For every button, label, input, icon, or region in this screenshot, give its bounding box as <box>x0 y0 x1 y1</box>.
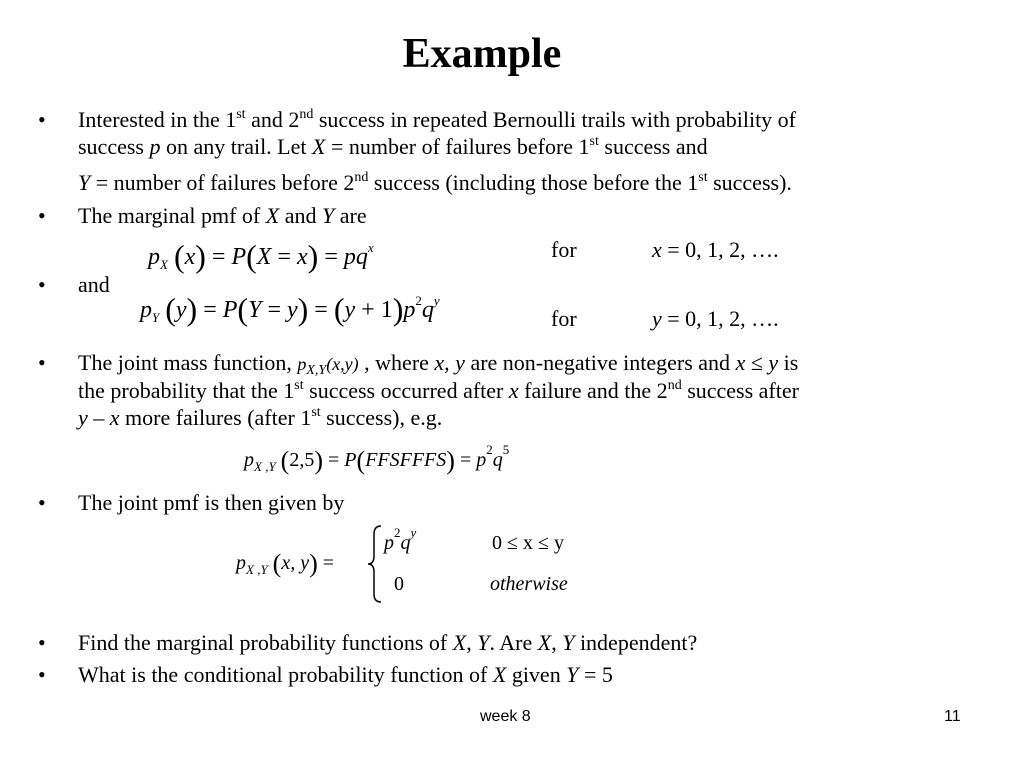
equation-marginal-y: $p_Y$ $(y) = P(Y = y) = (y + 1)p^2q^y$ <box>140 291 440 327</box>
equation-y-range: y = 0, 1, 2, …. <box>652 306 779 331</box>
equation-marginal-x: $p_X$ $(x) = P(X = x) = pq^x$ <box>148 238 374 274</box>
bullet5-text: The joint pmf is then given by <box>78 490 345 515</box>
piecewise-brace <box>366 524 384 604</box>
piecewise-condition2: otherwise <box>490 573 568 595</box>
bullet4-line2: the probability that the 1st success occurred after x failure and the 2nd success after <box>78 378 799 403</box>
bullet-marker: • <box>38 203 46 228</box>
piecewise-condition1: 0 ≤ x ≤ y <box>492 532 564 554</box>
bullet-marker: • <box>38 630 46 655</box>
equation-y-for: for <box>551 306 577 331</box>
equation-joint-lhs: $p_{X ,Y}$ (x, y) = <box>236 549 335 578</box>
bullet1-line1: Interested in the 1st and 2nd success in repeated Bernoulli trails with probability of <box>78 107 797 132</box>
piecewise-case2: 0 <box>394 573 404 595</box>
slide-title: Example <box>402 31 562 77</box>
bullet3-text: and <box>78 272 110 297</box>
bullet-marker: • <box>38 490 46 515</box>
bullet2-text: The marginal pmf of X and Y are <box>78 203 367 228</box>
bullet7-text: What is the conditional probability function of X given Y = 5 <box>78 662 613 687</box>
page-number: 11 <box>944 708 961 725</box>
bullet1-line3: Y = number of failures before 2nd success (including those before the 1st success). <box>78 170 792 195</box>
bullet-marker: • <box>38 107 46 132</box>
piecewise-case1: $p^2q^y$ <box>384 525 417 554</box>
bullet4-line1: The joint mass function, $p_{X,Y}(x,y)$ , where x, y are non-negative integers and x ≤ y is <box>78 350 799 378</box>
bullet-marker: • <box>38 662 46 687</box>
bullet-marker: • <box>38 272 46 297</box>
bullet6-text: Find the marginal probability functions of X, Y. Are X, Y independent? <box>78 630 698 655</box>
bullet4-line3: y – x more failures (after 1st success), e.g. <box>78 405 443 430</box>
equation-example: $p_{X ,Y}$ (2,5) = P(FFSFFFS) = $p^2q^5$ <box>244 442 510 475</box>
equation-x-range: x = 0, 1, 2, …. <box>652 237 779 262</box>
equation-x-for: for <box>551 237 577 262</box>
bullet1-line2: success p on any trail. Let X = number of failures before 1st success and <box>78 134 708 159</box>
footer-week: week 8 <box>480 708 531 725</box>
bullet-marker: • <box>38 350 46 375</box>
